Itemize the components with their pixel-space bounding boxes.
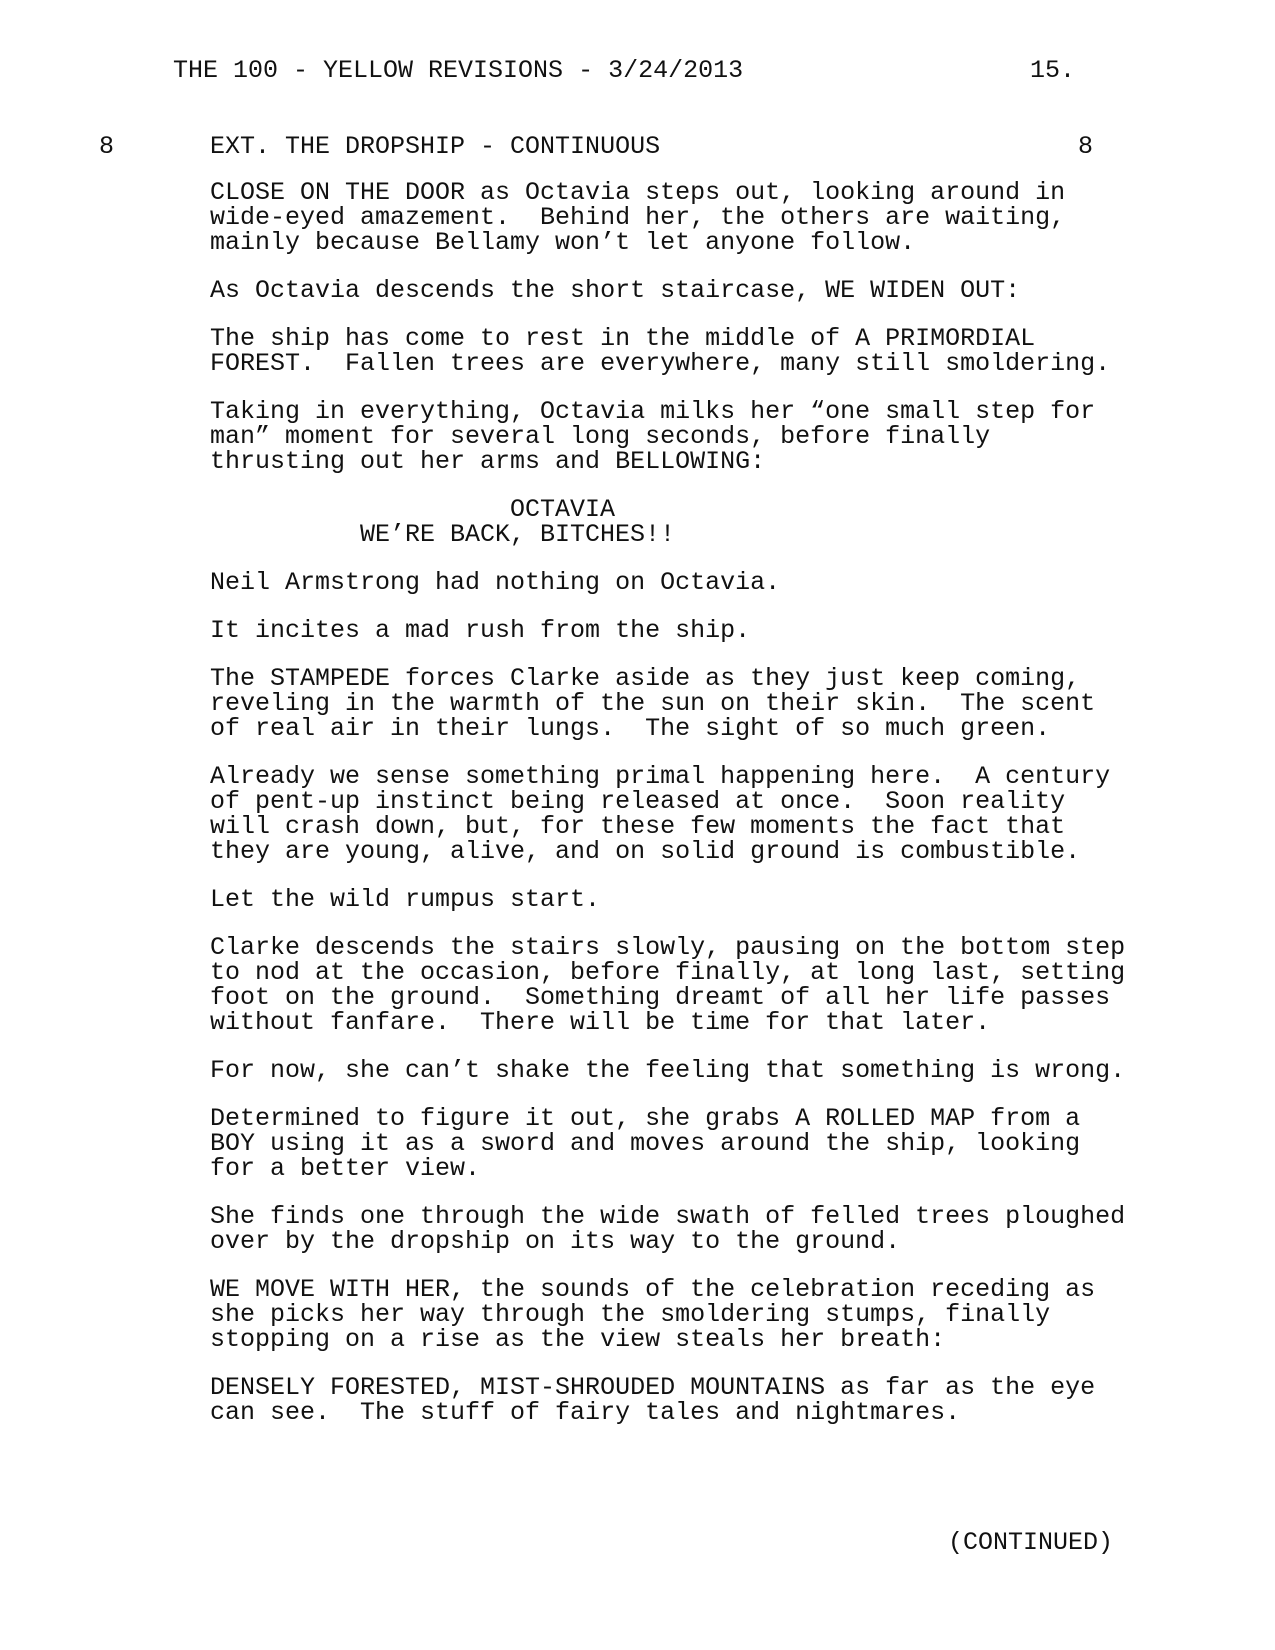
dialogue-line: WE’RE BACK, BITCHES!!	[360, 520, 676, 549]
action-paragraph: It incites a mad rush from the ship.	[210, 616, 751, 645]
script-body	[210, 178, 1126, 1448]
action-paragraph: Determined to figure it out, she grabs A ROLLED MAP from a BOY using it as a sword and moves around the ship, looking for a better view.	[210, 1104, 1081, 1183]
scene-heading: EXT. THE DROPSHIP - CONTINUOUS	[210, 132, 661, 161]
header-title: THE 100 - YELLOW REVISIONS - 3/24/2013	[173, 56, 744, 85]
action-paragraph: For now, she can’t shake the feeling that something is wrong.	[210, 1056, 1126, 1085]
continued-marker: (CONTINUED)	[948, 1528, 1114, 1557]
page-number: 15.	[1030, 56, 1076, 85]
character-cue: OCTAVIA	[510, 495, 616, 524]
action-paragraph: Taking in everything, Octavia milks her “one small step for man” moment for several long seconds, before finally thrusting out her arms and BELLOWING:	[210, 397, 1096, 476]
action-paragraph: DENSELY FORESTED, MIST-SHROUDED MOUNTAINS as far as the eye can see. The stuff of fairy tales and nightmares.	[210, 1373, 1096, 1427]
scene-number-right: 8	[1078, 132, 1094, 161]
action-paragraph: She finds one through the wide swath of felled trees ploughed over by the dropship on its way to the ground.	[210, 1202, 1126, 1256]
action-paragraph: As Octavia descends the short staircase, WE WIDEN OUT:	[210, 276, 1021, 305]
action-paragraph: Clarke descends the stairs slowly, pausing on the bottom step to nod at the occasion, before finally, at long last, setting foot on the ground. Something dreamt of all her life passes without fanfare. There will be time for that later.	[210, 933, 1126, 1037]
action-paragraph: The ship has come to rest in the middle of A PRIMORDIAL FOREST. Fallen trees are everywhere, many still smoldering.	[210, 324, 1111, 378]
action-paragraph: Let the wild rumpus start.	[210, 885, 601, 914]
action-paragraph: The STAMPEDE forces Clarke aside as they just keep coming, reveling in the warmth of the sun on their skin. The scent of real air in their lungs. The sight of so much green.	[210, 664, 1096, 743]
scene-number-left: 8	[99, 132, 115, 161]
action-paragraph: Already we sense something primal happening here. A century of pent-up instinct being released at once. Soon reality will crash down, but, for these few moments the fact that they are young, alive, and on solid ground is combustible.	[210, 762, 1111, 866]
action-paragraph: CLOSE ON THE DOOR as Octavia steps out, looking around in wide-eyed amazement. Behind her, the others are waiting, mainly because Bellamy won’t let anyone follow.	[210, 178, 1066, 257]
action-paragraph: Neil Armstrong had nothing on Octavia.	[210, 568, 781, 597]
action-paragraph: WE MOVE WITH HER, the sounds of the celebration receding as she picks her way through the smoldering stumps, finally stopping on a rise as the view steals her breath:	[210, 1275, 1096, 1354]
